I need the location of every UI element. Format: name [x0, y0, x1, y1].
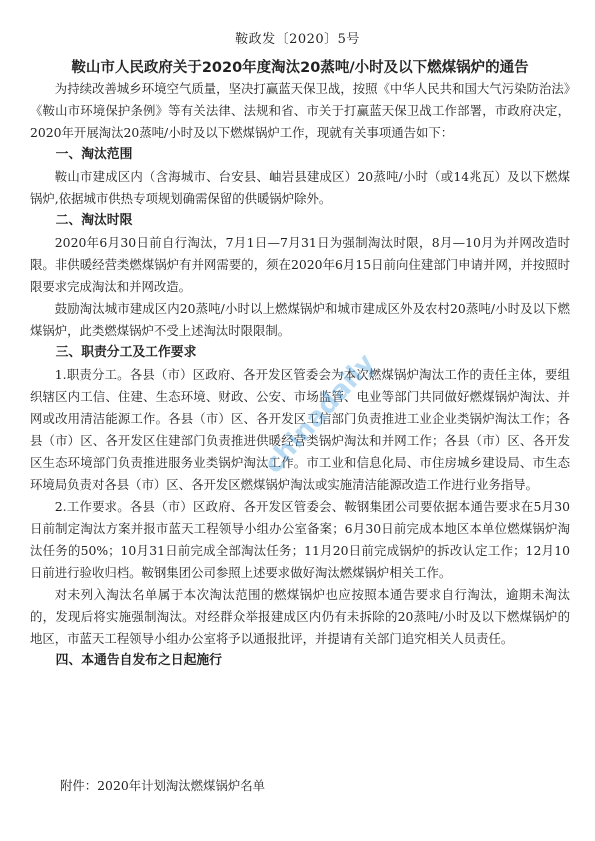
- document-title: 鞍山市人民政府关于2020年度淘汰20蒸吨/小时及以下燃煤锅炉的通告: [71, 60, 529, 76]
- document-number: 鞍政发〔2020〕5号: [235, 32, 360, 47]
- body-paragraph: 2020年6月30日前自行淘汰，7月1日—7月31日为强制淘汰时限，8月—10月为并网改造时限。非供暖经营类燃煤锅炉有并网需要的，须在2020年6月15日前向住建部门申请并网，并按照时限要求完成淘汰和并网改造。: [30, 235, 570, 294]
- body-paragraph: 1.职责分工。各县（市）区政府、各开发区管委会为本次燃煤锅炉淘汰工作的责任主体，要组织辖区内工信、住建、生态环境、财政、公安、市场监管、电业等部门共同做好燃煤锅炉淘汰、并网或改用清洁能源工作。各县（市）区、各开发区工信部门负责推进工业企业类锅炉淘汰工作；各县（市）区、各开发区住建部门负责推进供暖经营类锅炉淘汰和并网工作；各县（市）区、各开发区生态环境部门负责推进服务业类锅炉淘汰工作。市工业和信息化局、市住房城乡建设局、市生态环境局负责对各县（市）区、各开发区燃煤锅炉淘汰或实施清洁能源改造工作进行业务指导。: [30, 367, 570, 492]
- section-heading: 三、职责分工及工作要求: [55, 345, 197, 360]
- section-heading: 二、淘汰时限: [55, 213, 133, 228]
- watermark-text: chinadaily: [258, 348, 381, 480]
- body-paragraph: 2.工作要求。各县（市）区政府、各开发区管委会、鞍钢集团公司要依据本通告要求在5月30日前制定淘汰方案并报市蓝天工程领导小组办公室备案；6月30日前完成本地区本单位燃煤锅炉淘汰任务的50%；10月31日前完成全部淘汰任务；11月20日前完成锅炉的拆改认定工作；12月10日前进行验收归档。鞍钢集团公司参照上述要求做好淘汰燃煤锅炉相关工作。: [30, 499, 570, 580]
- section-heading: 一、淘汰范围: [55, 147, 133, 162]
- body-paragraph: 鼓励淘汰城市建成区内20蒸吨/小时以上燃煤锅炉和城市建成区外及农村20蒸吨/小时及以下燃煤锅炉，此类燃煤锅炉不受上述淘汰时限限制。: [30, 301, 570, 338]
- attachment-note: 附件：2020年计划淘汰燃煤锅炉名单: [60, 778, 266, 793]
- body-paragraph: 对未列入淘汰名单属于本次淘汰范围的燃煤锅炉也应按照本通告要求自行淘汰，逾期未淘汰的，发现后将实施强制淘汰。对经群众举报建成区内仍有未拆除的20蒸吨/小时及以下燃煤锅炉的地区，市蓝天工程领导小组办公室将予以通报批评，并提请有关部门追究相关人员责任。: [30, 587, 570, 646]
- intro-paragraph: 为持续改善城乡环境空气质量，坚决打赢蓝天保卫战，按照《中华人民共和国大气污染防治法》《鞍山市环境保护条例》等有关法律、法规和省、市关于打赢蓝天保卫战工作部署，市政府决定，2020年开展淘汰20蒸吨/小时及以下燃煤锅炉工作，现就有关事项通告如下：: [30, 81, 570, 140]
- section-heading: 四、本通告自发布之日起施行: [55, 653, 222, 668]
- document-body: [30, 78, 570, 672]
- body-paragraph: 鞍山市建成区内（含海城市、台安县、岫岩县建成区）20蒸吨/小时（或14兆瓦）及以下燃煤锅炉,依据城市供热专项规划确需保留的供暖锅炉除外。: [30, 169, 570, 206]
